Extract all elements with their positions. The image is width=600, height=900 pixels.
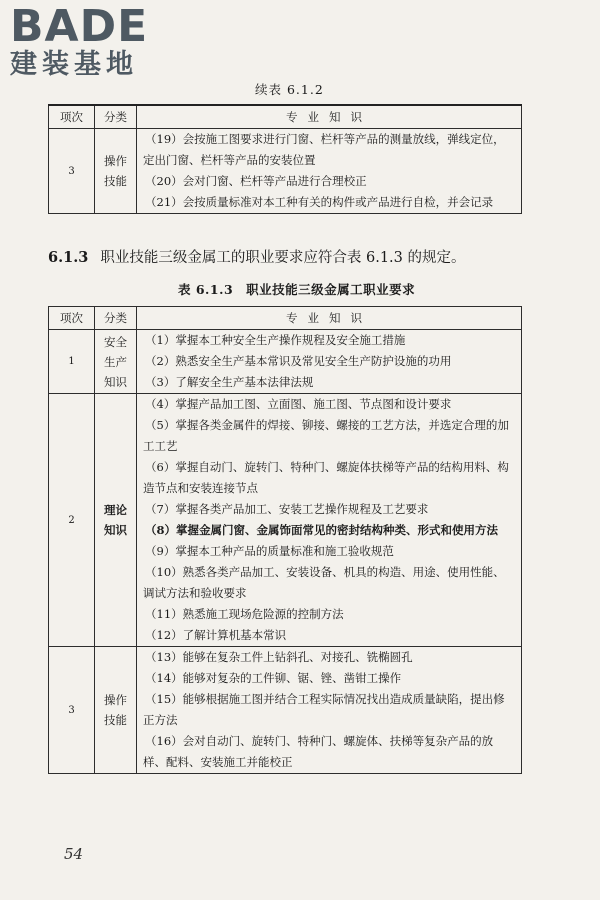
category-line: 操作 [104, 154, 127, 168]
knowledge-item: （2）熟悉安全生产基本常识及常见安全生产防护设施的功用 [145, 354, 452, 368]
row-knowledge [137, 330, 522, 394]
table-header-row [49, 105, 522, 129]
row-category [95, 330, 137, 394]
category-line: 知识 [104, 523, 127, 537]
table-6-1-3 [48, 306, 522, 774]
table-row [49, 647, 522, 774]
clause-number: 6.1.3 [48, 249, 89, 266]
table-6-1-3-caption: 表 6.1.3 职业技能三级金属工职业要求 [178, 282, 416, 297]
header-item-no: 项次 [49, 105, 95, 129]
knowledge-item: （3）了解安全生产基本法律法规 [145, 375, 314, 389]
category-line: 理论 [104, 503, 127, 517]
knowledge-item: （13）能够在复杂工件上钻斜孔、对接孔、铣椭圆孔 [145, 650, 413, 664]
category-line: 技能 [104, 174, 127, 188]
table-row [49, 330, 522, 394]
category-line: 安全 [104, 334, 127, 349]
logo-wordmark: BADE [10, 1, 149, 52]
header-category: 分类 [95, 307, 137, 330]
knowledge-item: （16）会对自动门、旋转门、特种门、螺旋体、扶梯等复杂产品的放样、配料、安装施工并能校正 [143, 734, 494, 769]
row-category [95, 647, 137, 774]
clause-text: 职业技能三级金属工的职业要求应符合表 6.1.3 的规定。 [100, 250, 466, 266]
header-knowledge: 专业知识 [137, 105, 522, 129]
knowledge-item: （15）能够根据施工图并结合工程实际情况找出造成质量缺陷，提出修正方法 [143, 692, 505, 727]
row-category [95, 129, 137, 214]
knowledge-item: （10）熟悉各类产品加工、安装设备、机具的构造、用途、使用性能、调试方法和验收要求 [143, 565, 505, 600]
row-knowledge [137, 647, 522, 774]
category-line: 操作 [104, 693, 127, 707]
knowledge-item: （20）会对门窗、栏杆等产品进行合理校正 [145, 174, 367, 188]
table-6-1-2-continued [48, 104, 522, 214]
knowledge-item: （11）熟悉施工现场危险源的控制方法 [145, 607, 344, 621]
knowledge-item: （19）会按施工图要求进行门窗、栏杆等产品的测量放线，弹线定位，定出门窗、栏杆等产品的安装位置 [143, 132, 505, 167]
knowledge-item: （9）掌握本工种产品的质量标准和施工验收规范 [145, 544, 394, 558]
table-row [49, 129, 522, 214]
category-line: 生产 [104, 354, 127, 369]
page-number: 54 [64, 845, 84, 863]
table-row [49, 394, 522, 647]
knowledge-item: （6）掌握自动门、旋转门、特种门、螺旋体扶梯等产品的结构用料、构造节点和安装连接节点 [143, 460, 509, 495]
row-number: 3 [49, 129, 95, 214]
header-knowledge: 专业知识 [137, 307, 522, 330]
header-category: 分类 [95, 105, 137, 129]
row-knowledge [137, 129, 522, 214]
knowledge-item: （1）掌握本工种安全生产操作规程及安全施工措施 [145, 333, 406, 347]
knowledge-item: （14）能够对复杂的工件铆、锯、锉、凿钳工操作 [145, 671, 402, 685]
row-number: 3 [49, 647, 95, 774]
table-6-1-2-continued-caption: 续表 6.1.2 [255, 82, 324, 97]
logo-subtitle: 建装基地 [10, 49, 138, 80]
row-category [95, 394, 137, 647]
category-line: 知识 [104, 374, 127, 389]
header-item-no: 项次 [49, 307, 95, 330]
knowledge-item: （7）掌握各类产品加工、安装工艺操作规程及工艺要求 [145, 502, 429, 516]
row-number: 2 [49, 394, 95, 647]
table-header-row [49, 307, 522, 330]
publisher-logo [10, 1, 180, 80]
clause-6-1-3 [48, 246, 466, 267]
knowledge-item: （21）会按质量标准对本工种有关的构件或产品进行自检，并会记录 [145, 195, 494, 209]
knowledge-item: （5）掌握各类金属件的焊接、铆接、螺接的工艺方法，并选定合理的加工工艺 [143, 418, 509, 453]
row-knowledge [137, 394, 522, 647]
knowledge-item: （4）掌握产品加工图、立面图、施工图、节点图和设计要求 [145, 397, 452, 411]
knowledge-item: （8）掌握金属门窗、金属饰面常见的密封结构种类、形式和使用方法 [145, 523, 498, 537]
knowledge-item: （12）了解计算机基本常识 [145, 628, 287, 642]
row-number: 1 [49, 330, 95, 394]
category-line: 技能 [104, 713, 127, 727]
